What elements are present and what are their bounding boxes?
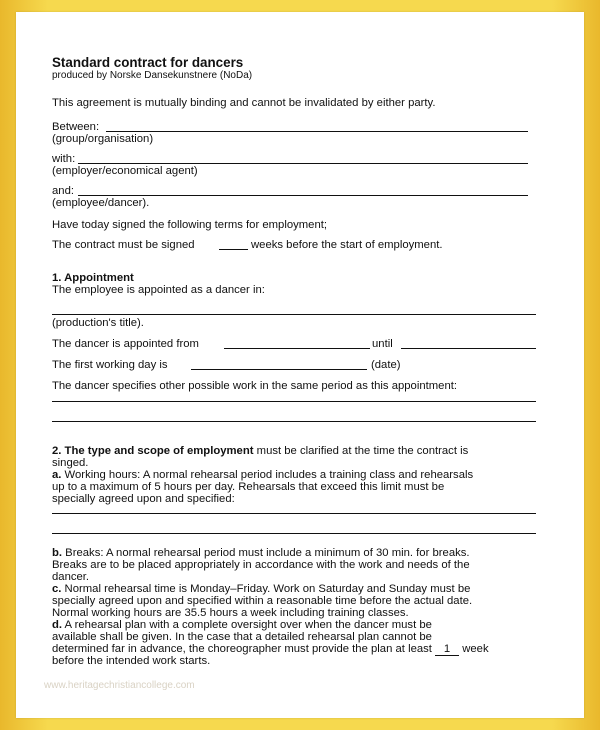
other-work-line-1 [52,401,536,402]
first-day-label: The first working day is [52,359,168,371]
item-d-line2: available shall be given. In the case that a detailed rehearsal plan cannot be [52,631,432,643]
between-line [106,131,528,132]
document-page [16,12,584,718]
sign-before-suffix: weeks before the start of employment. [251,239,443,251]
item-b-line3: dancer. [52,571,90,583]
and-label: and: [52,185,74,197]
section2-heading-line2: singed. [52,457,89,469]
item-b-label: b. [52,547,63,559]
production-title-note: (production's title). [52,317,144,329]
appointed-from-blank [224,348,370,349]
item-a-answer-line-1 [52,513,536,514]
item-d-line3-prefix: determined far in advance, the choreographer must provide the plan at least [52,643,432,655]
intro-text: This agreement is mutually binding and cannot be invalidated by either party. [52,97,436,109]
section2-heading-bold: 2. The type and scope of employment [52,445,254,457]
watermark: www.heritagechristiancollege.com [44,680,195,691]
with-note: (employer/economical agent) [52,165,198,177]
document-producer: produced by Norske Dansekunstnere (NoDa) [52,70,253,81]
between-note: (group/organisation) [52,133,154,145]
date-note: (date) [371,359,401,371]
with-line [78,163,528,164]
item-b-line2: Breaks are to be placed appropriately in accordance with the work and needs of the [52,559,470,571]
other-work-line-2 [52,421,536,422]
section2-heading [52,445,468,458]
other-work-text: The dancer specifies other possible work in the same period as this appointment: [52,380,458,392]
item-a-text: Working hours: A normal rehearsal period includes a training class and rehearsals [61,469,474,481]
item-d-weeks-value: 1 [435,643,459,656]
item-c-line3: Normal working hours are 35.5 hours a week including training classes. [52,607,409,619]
item-c-text: Normal rehearsal time is Monday–Friday. Work on Saturday and Sunday must be [61,583,471,595]
until-blank [401,348,536,349]
item-a-answer-line-2 [52,533,536,534]
production-line [52,314,536,315]
item-d-text: A rehearsal plan with a complete oversight over when the dancer must be [62,619,432,631]
sign-before-prefix: The contract must be signed [52,239,195,251]
item-b-text: Breaks: A normal rehearsal period must include a minimum of 30 min. for breaks. [62,547,470,559]
item-c-line2: specially agreed upon and specified within a reasonable time before the actual date. [52,595,473,607]
section1-heading: 1. Appointment [52,272,134,284]
first-day-blank [191,369,367,370]
item-d-line3-suffix: week [462,643,489,655]
item-d-line4: before the intended work starts. [52,655,211,667]
section2-heading-rest: must be clarified at the time the contract is [253,445,469,457]
signed-terms-text: Have today signed the following terms for employment; [52,219,328,231]
item-c-label: c. [52,583,62,595]
appointed-text: The employee is appointed as a dancer in: [52,284,265,296]
item-a-line2: up to a maximum of 5 hours per day. Rehearsals that exceed this limit must be [52,481,445,493]
appointed-from-label: The dancer is appointed from [52,338,199,350]
until-label: until [372,338,393,350]
with-label: with: [52,153,76,165]
between-label: Between: [52,121,100,133]
item-a-label: a. [52,469,62,481]
and-note: (employee/dancer). [52,197,150,209]
sign-before-weeks-blank [219,249,248,250]
item-a-line3: specially agreed upon and specified: [52,493,235,505]
document-title: Standard contract for dancers [52,55,244,70]
item-d-label: d. [52,619,63,631]
and-line [78,195,528,196]
